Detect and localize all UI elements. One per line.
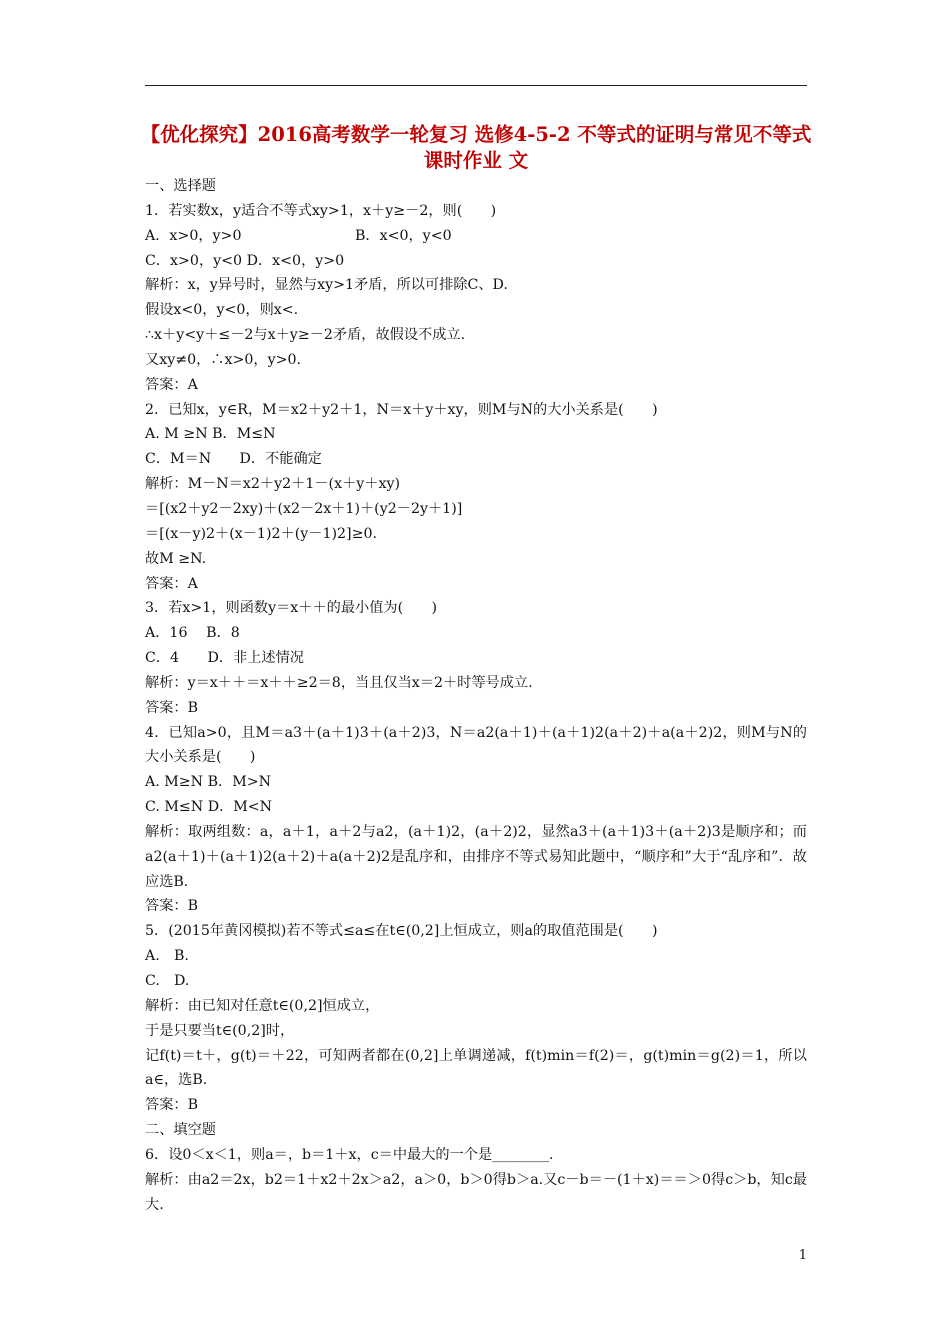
q4-options-ab: A. M≥N B．M>N (145, 774, 272, 791)
q2-analysis-2: ＝[(x2＋y2－2xy)＋(x2－2x＋1)＋(y2－2y＋1)] (145, 500, 463, 517)
q1-options-cd: C．x>0，y<0 D．x<0，y>0 (145, 252, 345, 269)
document-body (145, 174, 807, 1217)
q2-answer: 答案：A (145, 575, 198, 592)
q4-stem: 4．已知a>0，且M＝a3＋(a＋1)3＋(a＋2)3，N＝a2(a＋1)＋(a＋1)2(a＋2)＋a(a＋2)2，则M与N的大小关系是( ) (145, 724, 807, 766)
q5-analysis-2: 于是只要当t∈(0,2]时， (145, 1022, 295, 1039)
q2-analysis-4: 故M ≥N. (145, 550, 207, 567)
q2-options-cd: C．M＝N D．不能确定 (145, 451, 322, 468)
q3-answer: 答案：B (145, 699, 198, 716)
page-number: 1 (798, 1248, 807, 1263)
q5-options-cd: C. D. (145, 973, 190, 989)
q2-stem: 2．已知x，y∈R，M＝x2＋y2＋1，N＝x＋y＋xy，则M与N的大小关系是( ) (145, 401, 658, 418)
q6-analysis-1: 解析：由a2＝2x，b2＝1＋x2＋2x＞a2，a＞0，b＞0得b＞a.又c－b＝－(1＋x)＝＝＞0得c＞b，知c最大. (145, 1171, 807, 1213)
q3-stem: 3．若x>1，则函数y＝x＋＋的最小值为( ) (145, 600, 438, 617)
q1-options-ab: A．x>0，y>0 B．x<0，y<0 (145, 227, 452, 244)
section-1-heading: 一、选择题 (145, 178, 216, 194)
q5-analysis-1: 解析：由已知对任意t∈(0,2]恒成立， (145, 997, 380, 1014)
q5-stem: 5．(2015年黄冈模拟)若不等式≤a≤在t∈(0,2]上恒成立，则a的取值范围是( ) (145, 923, 658, 940)
q3-analysis-1: 解析：y＝x＋＋＝x＋＋≥2＝8，当且仅当x＝2＋时等号成立. (145, 674, 533, 691)
q4-options-cd: C. M≤N D．M<N (145, 799, 273, 816)
q3-options-ab: A．16 B．8 (145, 625, 240, 642)
q5-answer: 答案：B (145, 1097, 198, 1114)
q1-analysis-2: 假设x<0，y<0，则x<. (145, 302, 299, 319)
q1-answer: 答案：A (145, 376, 198, 393)
q2-analysis-3: ＝[(x－y)2＋(x－1)2＋(y－1)2]≥0. (145, 525, 377, 542)
q5-options-ab: A. B. (145, 948, 189, 965)
header-rule (145, 85, 807, 86)
q2-analysis-1: 解析：M－N＝x2＋y2＋1－(x＋y＋xy) (145, 476, 401, 493)
q4-analysis-1: 解析：取两组数：a，a＋1，a＋2与a2，(a＋1)2，(a＋2)2，显然a3＋(a＋1)3＋(a＋2)3是顺序和；而a2(a＋1)＋(a＋1)2(a＋2)＋a(a＋2)2是乱序和，由排序不等式易知此题中，“顺序和”大于“乱序和”．故应选B. (145, 823, 807, 890)
q1-analysis-4: 又xy≠0，∴x>0，y>0. (145, 351, 302, 368)
q6-stem: 6．设0＜x＜1，则a＝，b＝1＋x，c＝中最大的一个是________. (145, 1146, 554, 1163)
section-2-heading: 二、填空题 (145, 1122, 216, 1139)
q1-analysis-1: 解析：x，y异号时，显然与xy>1矛盾，所以可排除C、D. (145, 277, 508, 294)
q4-answer: 答案：B (145, 898, 198, 915)
q2-options-ab: A. M ≥N B．M≤N (145, 426, 276, 443)
q1-analysis-3: ∴x＋y<y＋≤－2与x＋y≥－2矛盾，故假设不成立. (145, 327, 466, 344)
q3-options-cd: C．4 D．非上述情况 (145, 650, 304, 667)
q1-stem: 1．若实数x，y适合不等式xy>1，x＋y≥－2，则( ) (145, 202, 497, 219)
page-title: 【优化探究】2016高考数学一轮复习 选修4-5-2 不等式的证明与常见不等式课时作业 文 (140, 123, 812, 172)
q5-analysis-3: 记f(t)＝t＋，g(t)＝＋22，可知两者都在(0,2]上单调递减，f(t)min＝f(2)＝，g(t)min＝g(2)＝1，所以a∈，选B. (145, 1047, 807, 1089)
